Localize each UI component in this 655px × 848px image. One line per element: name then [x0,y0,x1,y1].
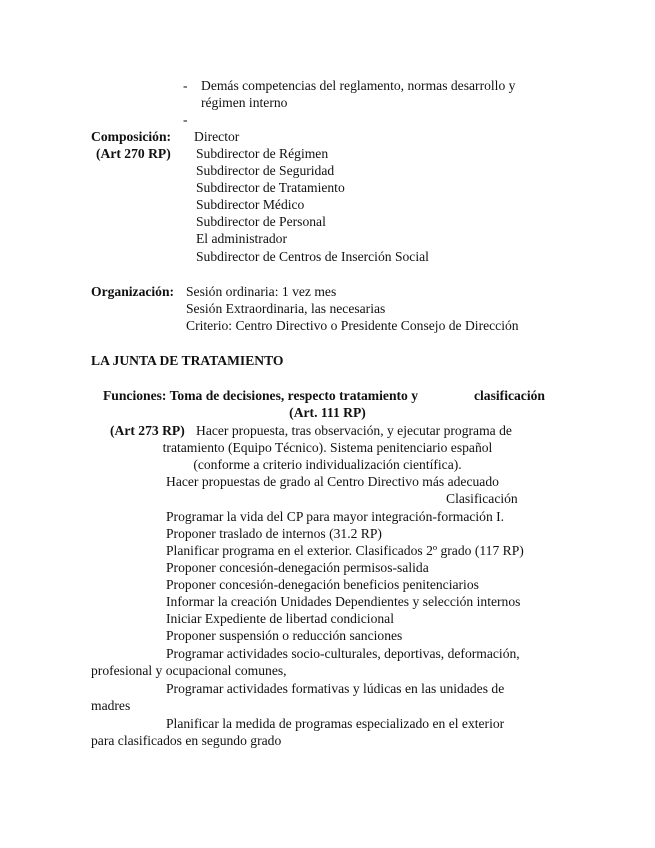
funciones-heading-article: (Art. 111 RP) [289,405,366,420]
funciones-socio-line1: Programar actividades socio-culturales, deportivas, deformación, [166,646,520,661]
funciones-exterior-line2: para clasificados en segundo grado [91,733,282,748]
funciones-intro-line2: tratamiento (Equipo Técnico). Sistema penitenciario español [162,440,493,455]
funciones-grado-line1: Hacer propuestas de grado al Centro Directivo más adecuado [166,474,499,489]
composicion-member: Subdirector de Centros de Inserción Social [196,249,429,264]
funciones-heading-clasificacion: clasificación [474,388,545,403]
composicion-member: Subdirector de Seguridad [196,163,335,178]
funciones-grado-line2: Clasificación [446,491,518,506]
composicion-member: Subdirector de Personal [196,214,326,229]
organizacion-line: Criterio: Centro Directivo o Presidente Consejo de Dirección [186,318,519,333]
funciones-madres-line2: madres [91,698,131,713]
composicion-member: Subdirector de Régimen [196,146,329,161]
funciones-item: Proponer concesión-denegación beneficios penitenciarios [166,577,479,592]
funciones-item: Iniciar Expediente de libertad condicional [166,611,394,626]
section-title: LA JUNTA DE TRATAMIENTO [91,353,284,368]
composicion-member: El administrador [196,231,287,246]
bullet-dash: - [183,78,188,93]
bullet-dash-empty: - [183,112,188,127]
funciones-intro-line1: Hacer propuesta, tras observación, y ejecutar programa de [196,423,512,438]
bullet-item-line1: Demás competencias del reglamento, normas desarrollo y [201,78,516,93]
funciones-item: Proponer traslado de internos (31.2 RP) [166,526,382,541]
organizacion-line: Sesión Extraordinaria, las necesarias [186,301,386,316]
funciones-intro-line3: (conforme a criterio individualización científica). [193,457,462,472]
composicion-member: Subdirector Médico [196,197,305,212]
funciones-art273: (Art 273 RP) [110,423,185,438]
composicion-member: Subdirector de Tratamiento [196,180,345,195]
funciones-madres-line1: Programar actividades formativas y lúdicas en las unidades de [166,681,505,696]
organizacion-label: Organización: [91,284,175,299]
composicion-label: Composición: [91,129,172,144]
funciones-socio-line2: profesional y ocupacional comunes, [91,663,287,678]
funciones-item: Proponer concesión-denegación permisos-salida [166,560,429,575]
organizacion-line: Sesión ordinaria: 1 vez mes [186,284,337,299]
funciones-heading: Funciones: Toma de decisiones, respecto tratamiento y [103,388,419,403]
composicion-member: Director [194,129,240,144]
bullet-item-line2: régimen interno [201,95,288,110]
funciones-item: Proponer suspensión o reducción sanciones [166,628,403,643]
funciones-item: Planificar programa en el exterior. Clasificados 2º grado (117 RP) [166,543,524,558]
composicion-article: (Art 270 RP) [96,146,171,161]
funciones-item: Informar la creación Unidades Dependientes y selección internos [166,594,521,609]
funciones-exterior-line1: Planificar la medida de programas especializado en el exterior [166,716,505,731]
funciones-item: Programar la vida del CP para mayor integración-formación I. [166,509,505,524]
